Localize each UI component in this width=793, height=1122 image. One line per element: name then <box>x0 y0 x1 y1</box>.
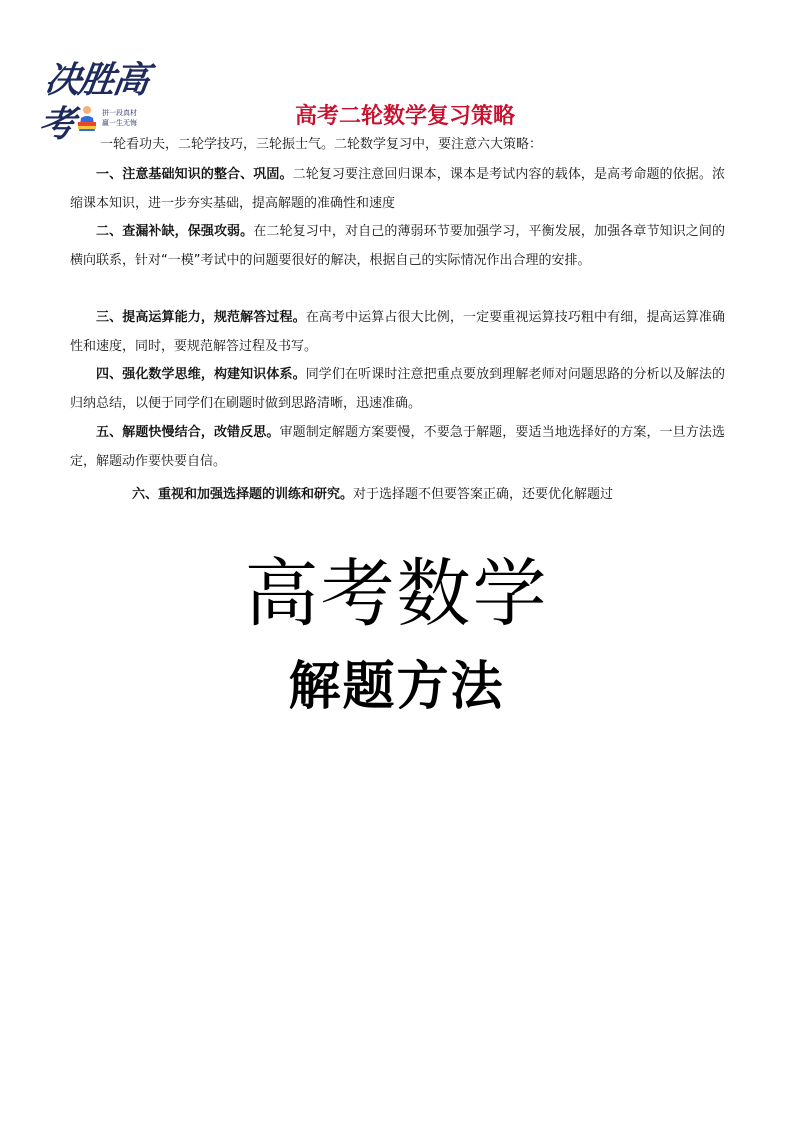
cover-title: 高考数学 <box>244 551 549 637</box>
strategy-paragraph-2 <box>70 217 725 275</box>
strategy-body: 审题制定解题方案要慢，不要急于解题，要适当地选择好的方案，一旦方法选定，解题动作要快要自信。 <box>70 425 725 469</box>
strategy-paragraph-1 <box>70 160 725 218</box>
logo-text: 决胜高考 <box>35 59 151 145</box>
strategy-paragraph-5 <box>70 418 725 476</box>
strategy-paragraph-4 <box>70 360 725 418</box>
strategy-body: 在高考中运算占很大比例，一定要重视运算技巧粗中有细，提高运算准确性和速度，同时，要规范解答过程及书写。 <box>70 310 725 354</box>
strategy-heading: 六、重视和加强选择题的训练和研究。 <box>132 487 354 502</box>
strategy-body: 二轮复习要注意回归课本，课本是考试内容的载体，是高考命题的依据。浓缩课本知识，进一步夯实基础，提高解题的准确性和速度 <box>70 167 725 211</box>
strategy-heading: 三、提高运算能力，规范解答过程。 <box>96 310 306 325</box>
brand-logo <box>35 58 172 145</box>
strategy-heading: 五、解题快慢结合，改错反思。 <box>96 425 280 440</box>
strategy-heading: 二、查漏补缺，保强攻弱。 <box>96 224 254 239</box>
strategy-body: 同学们在听课时注意把重点要放到理解老师对问题思路的分析以及解法的归纳总结，以便于同学们在刷题时做到思路清晰，迅速准确。 <box>70 367 725 411</box>
student-reading-icon <box>76 104 98 132</box>
intro-paragraph: 一轮看功夫，二轮学技巧，三轮振士气。二轮数学复习中，要注意六大策略： <box>100 137 543 152</box>
strategy-body: 对于选择题不但要答案正确，还要优化解题过 <box>353 487 614 502</box>
strategy-heading: 一、注意基础知识的整合、巩固。 <box>96 167 293 182</box>
strategy-paragraph-3 <box>70 303 725 361</box>
logo-slogan: 拼一段真材 赢一生无悔 <box>102 109 137 127</box>
strategy-body: 在二轮复习中，对自己的薄弱环节要加强学习，平衡发展，加强各章节知识之间的横向联系，针对“一模”考试中的问题要很好的解决，根据自己的实际情况作出合理的安排。 <box>70 224 725 268</box>
cover-subtitle: 解题方法 <box>288 656 505 717</box>
strategy-paragraph-6 <box>132 480 732 509</box>
strategy-heading: 四、强化数学思维，构建知识体系。 <box>96 367 306 382</box>
document-title: 高考二轮数学复习策略 <box>294 104 515 129</box>
